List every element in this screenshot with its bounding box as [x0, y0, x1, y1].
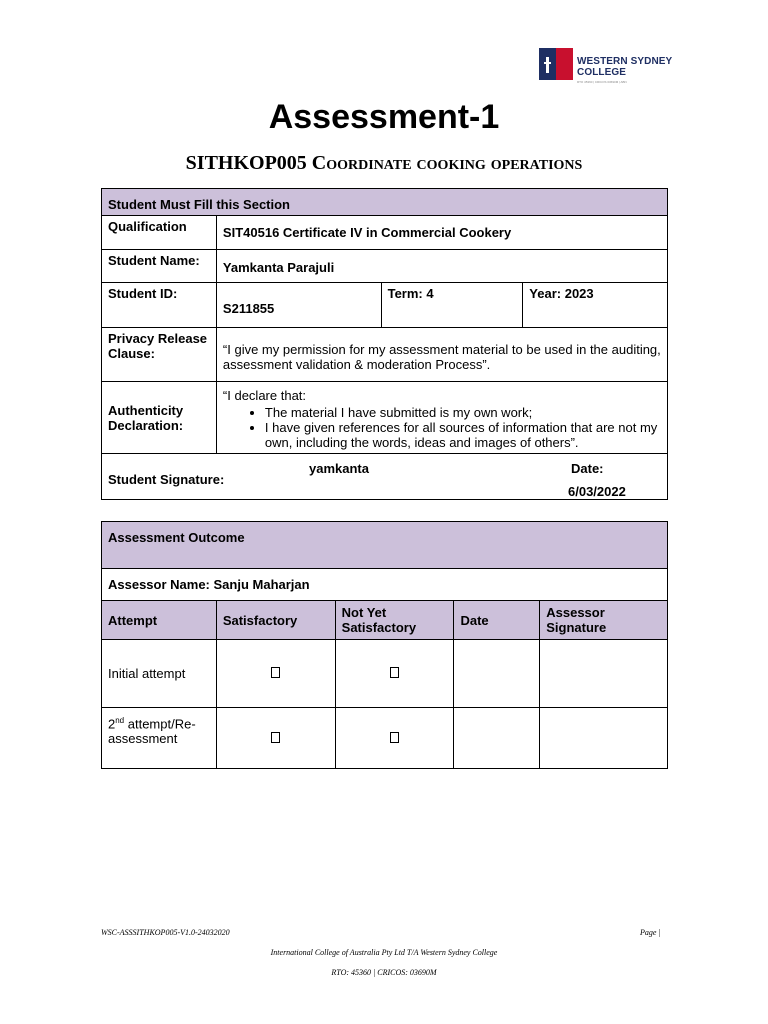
date-label: Date: [571, 461, 604, 476]
attempt-superscript: nd [115, 716, 125, 725]
student-section-table [101, 188, 668, 500]
satisfactory-cell [216, 640, 335, 708]
privacy-label: Privacy Release Clause: [102, 328, 217, 382]
unit-subtitle: SITHKOP005 Coordinate cooking operations [185, 152, 583, 174]
student-id-row [102, 283, 668, 328]
assessor-name-row [102, 569, 668, 601]
date-value: 6/03/2022 [568, 484, 626, 499]
signature-row [102, 454, 668, 500]
outcome-column-header-row [102, 601, 668, 640]
table-row [102, 708, 668, 769]
declaration-item: • I have given references for all sources of information that are not my own, including the words, ideas and images of others”. [265, 420, 661, 450]
footer-company: International College of Australia Pty Ltd T/A Western Sydney College [270, 948, 498, 957]
outcome-header: Assessment Outcome [102, 522, 668, 569]
declaration-list [223, 405, 661, 450]
student-id-label: Student ID: [102, 283, 217, 328]
table-row [102, 640, 668, 708]
logo-line1: WESTERN SYDNEY [577, 56, 673, 67]
assessment-outcome-table [101, 521, 668, 769]
logo-line2: COLLEGE [577, 67, 627, 78]
signature-value: yamkanta [309, 461, 369, 476]
attempt-rest: attempt/Re-assessment [108, 716, 196, 747]
term-value: Term: 4 [381, 283, 523, 328]
student-name-row [102, 250, 668, 283]
outcome-header-row [102, 522, 668, 569]
student-name-label: Student Name: [102, 250, 217, 283]
satisfactory-cell [216, 708, 335, 769]
column-attempt: Attempt [102, 601, 217, 640]
not-yet-satisfactory-cell [335, 640, 454, 708]
authenticity-label: Authenticity Declaration: [102, 382, 217, 454]
logo-tagline: RTO 45360 | CRICOS 03690M | ABN [577, 80, 627, 84]
signature-cell [102, 454, 668, 500]
signature-label: Student Signature: [108, 472, 225, 487]
college-logo [539, 48, 679, 90]
student-section-header-row [102, 189, 668, 216]
authenticity-declaration [216, 382, 667, 454]
date-cell [454, 640, 540, 708]
checkbox-icon[interactable] [390, 667, 399, 678]
attempt-prefix: 2 [108, 716, 116, 732]
footer-doc-code: WSC-ASSSITHKOP005-V1.0-24032020 [101, 928, 230, 937]
year-value: Year: 2023 [523, 283, 668, 328]
privacy-text: “I give my permission for my assessment material to be used in the auditing, assessment validation & moderation Process”. [216, 328, 667, 382]
qualification-label: Qualification [102, 216, 217, 250]
privacy-row [102, 328, 668, 382]
not-yet-satisfactory-cell [335, 708, 454, 769]
date-cell [454, 708, 540, 769]
checkbox-icon[interactable] [390, 732, 399, 743]
authenticity-row [102, 382, 668, 454]
checkbox-icon[interactable] [271, 667, 280, 678]
logo-text [577, 56, 672, 78]
declaration-item: • The material I have submitted is my own work; [265, 405, 661, 420]
assessor-signature-cell [540, 640, 668, 708]
checkbox-icon[interactable] [271, 732, 280, 743]
column-date: Date [454, 601, 540, 640]
column-not-yet-satisfactory: Not Yet Satisfactory [335, 601, 454, 640]
college-crest-icon [539, 48, 573, 80]
footer-page: Page | [640, 928, 661, 937]
student-id-value: S211855 [216, 283, 381, 328]
footer-rto: RTO: 45360 | CRICOS: 03690M [331, 968, 437, 977]
assessor-signature-cell [540, 708, 668, 769]
qualification-value: SIT40516 Certificate IV in Commercial Cookery [216, 216, 667, 250]
student-name-value: Yamkanta Parajuli [216, 250, 667, 283]
page-title: Assessment-1 [268, 98, 500, 136]
qualification-row [102, 216, 668, 250]
column-satisfactory: Satisfactory [216, 601, 335, 640]
attempt-label [102, 708, 217, 769]
assessor-name: Assessor Name: Sanju Maharjan [102, 569, 668, 601]
student-section-header: Student Must Fill this Section [102, 189, 668, 216]
attempt-label: Initial attempt [102, 640, 217, 708]
declaration-intro: “I declare that: [222, 388, 307, 403]
column-assessor-signature: Assessor Signature [540, 601, 668, 640]
